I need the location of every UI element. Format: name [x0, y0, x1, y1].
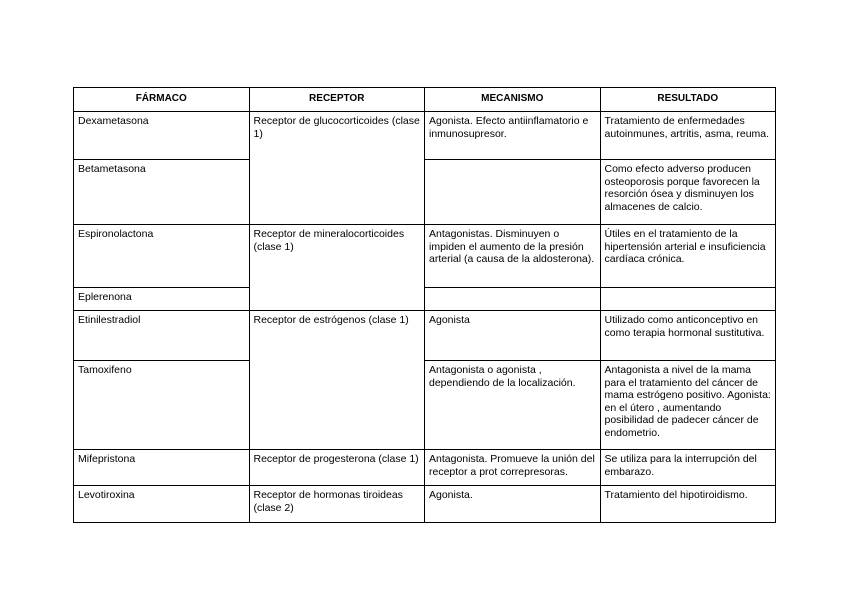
header-mecanismo: MECANISMO — [425, 88, 601, 112]
header-farmaco: FÁRMACO — [74, 88, 250, 112]
cell-resultado — [600, 288, 776, 311]
cell-farmaco: Espironolactona — [74, 225, 250, 288]
cell-resultado: Útiles en el tratamiento de la hipertensión arterial e insuficiencia cardíaca crónica. — [600, 225, 776, 288]
cell-mecanismo: Agonista — [425, 311, 601, 361]
table-row — [74, 311, 776, 361]
cell-mecanismo: Antagonistas. Disminuyen o impiden el aumento de la presión arterial (a causa de la aldosterona). — [425, 225, 601, 288]
cell-receptor: Receptor de progesterona (clase 1) — [249, 450, 425, 486]
cell-mecanismo: Antagonista. Promueve la unión del receptor a prot correpresoras. — [425, 450, 601, 486]
table-row — [74, 450, 776, 486]
cell-mecanismo — [425, 160, 601, 225]
cell-farmaco: Tamoxifeno — [74, 361, 250, 450]
table-row — [74, 225, 776, 288]
cell-mecanismo: Agonista. Efecto antiinflamatorio e inmunosupresor. — [425, 112, 601, 160]
cell-farmaco: Mifepristona — [74, 450, 250, 486]
cell-mecanismo: Agonista. — [425, 486, 601, 523]
cell-receptor: Receptor de mineralocorticoides (clase 1) — [249, 225, 425, 311]
cell-resultado: Como efecto adverso producen osteoporosis porque favorecen la resorción ósea y disminuyen los almacenes de calcio. — [600, 160, 776, 225]
table-row — [74, 112, 776, 160]
cell-receptor: Receptor de estrógenos (clase 1) — [249, 311, 425, 450]
cell-farmaco: Betametasona — [74, 160, 250, 225]
cell-receptor: Receptor de hormonas tiroideas (clase 2) — [249, 486, 425, 523]
table-row — [74, 486, 776, 523]
table-row — [74, 288, 776, 311]
cell-farmaco: Dexametasona — [74, 112, 250, 160]
header-receptor: RECEPTOR — [249, 88, 425, 112]
cell-mecanismo — [425, 288, 601, 311]
cell-mecanismo: Antagonista o agonista , dependiendo de la localización. — [425, 361, 601, 450]
header-row — [74, 88, 776, 112]
table-row — [74, 160, 776, 225]
table-row — [74, 361, 776, 450]
cell-resultado: Antagonista a nivel de la mama para el tratamiento del cáncer de mama estrógeno positivo. Agonista: en el útero , aumentando posibilidad de padecer cáncer de endometrio. — [600, 361, 776, 450]
cell-farmaco: Eplerenona — [74, 288, 250, 311]
cell-receptor: Receptor de glucocorticoides (clase 1) — [249, 112, 425, 225]
drug-receptor-table — [73, 87, 776, 523]
cell-resultado: Tratamiento de enfermedades autoinmunes, artritis, asma, reuma. — [600, 112, 776, 160]
cell-resultado: Se utiliza para la interrupción del embarazo. — [600, 450, 776, 486]
cell-farmaco: Levotiroxina — [74, 486, 250, 523]
cell-farmaco: Etinilestradiol — [74, 311, 250, 361]
header-resultado: RESULTADO — [600, 88, 776, 112]
cell-resultado: Utilizado como anticonceptivo en como terapia hormonal sustitutiva. — [600, 311, 776, 361]
cell-resultado: Tratamiento del hipotiroidismo. — [600, 486, 776, 523]
